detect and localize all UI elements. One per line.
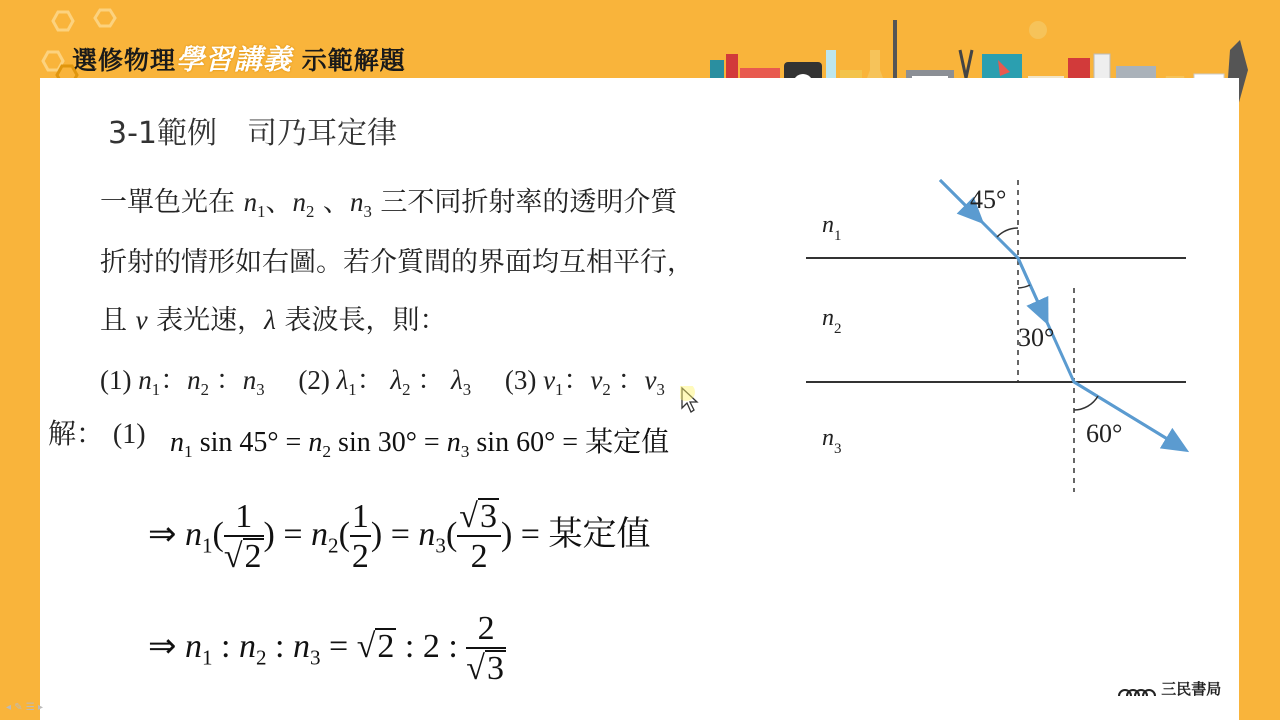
- prev-icon[interactable]: ◂: [6, 702, 12, 713]
- problem-line-3: 且 v 表光速，λ 表波長，則：: [100, 305, 447, 336]
- refraction-diagram: [790, 170, 1210, 500]
- angle-label-3: 60°: [1086, 419, 1123, 448]
- player-controls[interactable]: [6, 702, 43, 713]
- question-1-label: (1): [100, 365, 132, 395]
- problem-line-1-text-b: 三不同折射率的透明介質: [380, 187, 678, 218]
- medium-label-n3: $n_3$: [822, 425, 842, 457]
- solution-label-text: 解：: [48, 417, 105, 450]
- header-title-part1: 選修物理: [72, 46, 177, 75]
- angle-label-2: 30°: [1018, 323, 1055, 352]
- problem-line-3-text-b: 表光速，: [147, 305, 265, 336]
- medium-label-n2: $n_2$: [822, 305, 842, 337]
- question-3-label: (3): [504, 365, 537, 395]
- question-2-label: (2): [298, 365, 330, 395]
- publisher-logo-icon: [1118, 683, 1156, 697]
- angle-label-1: 45°: [970, 185, 1007, 214]
- solution-equation-2: ⇒ $n_1$( $\frac{1}{√2}$ ) = $n_2$( $\frac{1}{2}$ ) = $n_3$( $\frac{√3}{2}$ ) = 某定值: [148, 498, 651, 576]
- medium-label-n1: $n_1$: [822, 212, 842, 244]
- hexagon-decoration-icon: [40, 8, 130, 78]
- publisher-logo: [1118, 678, 1221, 699]
- header-title-accent: 學習講義: [176, 43, 293, 76]
- mouse-cursor-icon: [680, 386, 700, 414]
- problem-questions: (1) $n_1$：$n_2$ ：$n_3$ (2) $\lambda_1$： $\lambda_2$ ： $\lambda_3$ (3) $v_1$：$v_2$ ：$v_3$: [100, 365, 665, 399]
- equation-1-tail: 某定值: [585, 425, 670, 458]
- next-icon[interactable]: ▸: [37, 702, 43, 713]
- publisher-logo-text: 三民書局: [1161, 680, 1222, 698]
- light-ray: [940, 180, 1182, 448]
- pen-icon[interactable]: ✎: [14, 702, 23, 713]
- problem-line-1: 一單色光在 $n_1$、$n_2$ 、$n_3$ 三不同折射率的透明介質: [100, 187, 678, 221]
- problem-line-1-text-a: 一單色光在: [100, 187, 244, 218]
- solution-step-label: (1): [112, 419, 146, 450]
- solution-equation-3: ⇒ $n_1$ : $n_2$ : $n_3 = √2$ : 2 : $\frac{2}{√3}$: [148, 610, 504, 688]
- section-title: 3-1範例 司乃耳定律: [108, 116, 397, 151]
- menu-icon[interactable]: ☰: [25, 702, 35, 713]
- equation-2-tail: 某定值: [548, 514, 651, 555]
- header-title-part3: 示範解題: [301, 46, 406, 75]
- solution-equation-1: $n_1$ $\sin 45^\circ = n_2$ $\sin 30^\circ = n_3$ sin 60° = 某定值: [170, 425, 670, 462]
- solution-label: [48, 412, 146, 452]
- problem-line-3-text-a: 且: [100, 305, 136, 336]
- problem-line-2: 折射的情形如右圖。若介質間的界面均互相平行，: [100, 247, 694, 278]
- problem-line-3-text-c: 表波長，則：: [275, 305, 447, 336]
